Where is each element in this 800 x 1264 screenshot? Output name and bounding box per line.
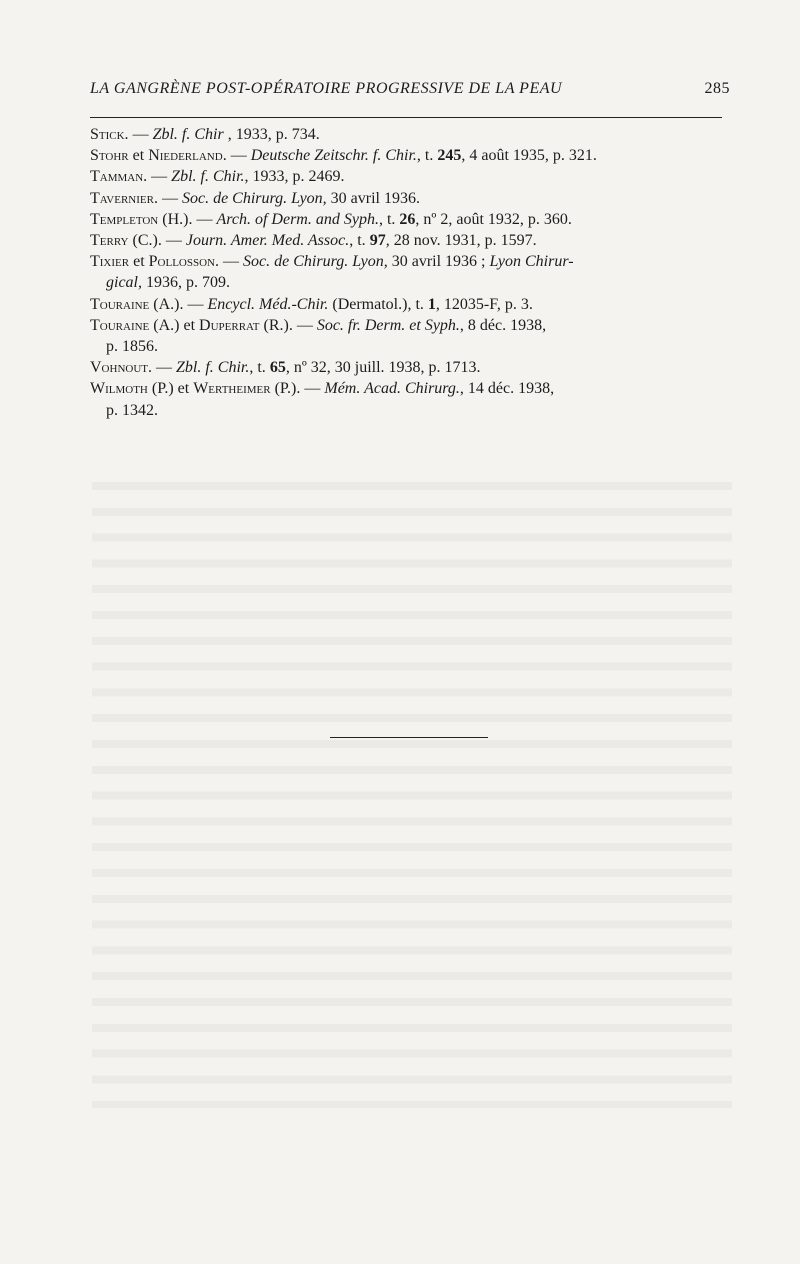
reference-text: , t. — [249, 359, 270, 377]
volume-number: 245 — [437, 147, 462, 165]
reference-text: — — [219, 253, 244, 271]
reference-line — [90, 294, 732, 315]
reference-text: (A.) et — [149, 316, 200, 334]
reference-text: , 4 août 1935, p. 321. — [461, 147, 597, 165]
reference-text: (H.). — — [158, 210, 217, 228]
journal-title: Mém. Acad. Chirurg. — [324, 380, 460, 398]
reference-text: 1936, p. 709. — [142, 274, 230, 292]
reference-line — [90, 166, 732, 187]
reference-text: , t. — [349, 232, 370, 250]
author-name: Terry — [90, 232, 129, 250]
reference-line — [90, 357, 732, 378]
reference-line — [90, 145, 732, 166]
author-name: Templeton — [90, 210, 159, 228]
reference-line — [90, 230, 732, 251]
reference-text: — — [147, 168, 172, 186]
author-name: Pollosson. — [148, 253, 220, 271]
reference-text: (Dermatol.), t. — [328, 295, 428, 313]
reference-text: et — [128, 147, 149, 165]
author-name: Stick. — [90, 126, 129, 143]
author-name: Tixier — [90, 253, 130, 271]
journal-title: Lyon Chirur- — [489, 253, 574, 271]
reference-text: , nº 32, 30 juill. 1938, p. 1713. — [285, 359, 481, 377]
reference-text: , 8 déc. 1938, — [459, 316, 547, 334]
author-name: Tavernier. — [90, 189, 158, 207]
reference-text: , 28 nov. 1931, p. 1597. — [385, 232, 537, 250]
journal-title: Deutsche Zeitschr. f. Chir. — [250, 147, 417, 165]
reference-text: — — [226, 147, 251, 165]
reference-line — [90, 272, 732, 293]
show-through-text — [92, 468, 732, 1108]
journal-title: gical, — [106, 274, 142, 292]
reference-line — [90, 188, 732, 209]
reference-line — [90, 400, 732, 421]
journal-title: Encycl. Méd.-Chir. — [207, 295, 329, 313]
journal-title: Zbl. f. Chir. — [171, 168, 245, 186]
author-name: Tamman. — [90, 168, 148, 186]
reference-line — [90, 209, 732, 230]
reference-entry — [90, 357, 732, 378]
reference-text: p. 1342. — [106, 401, 158, 419]
volume-number: 65 — [269, 359, 286, 377]
page-number: 285 — [704, 80, 730, 97]
reference-line — [90, 378, 732, 399]
reference-entry — [90, 145, 732, 166]
header-rule — [90, 117, 722, 118]
reference-text: — — [152, 359, 176, 377]
reference-text: (A.). — — [149, 295, 208, 313]
reference-text: p. 1856. — [106, 338, 158, 356]
author-name: Stohr — [90, 147, 129, 165]
reference-line — [90, 315, 732, 336]
reference-text: , t. — [416, 147, 438, 165]
reference-entry — [90, 230, 732, 251]
author-name: Touraine — [90, 316, 150, 334]
journal-title: Arch. of Derm. and Syph. — [216, 210, 379, 228]
author-name: Wilmoth — [90, 380, 148, 398]
reference-entry — [90, 251, 732, 293]
reference-entry — [90, 166, 732, 187]
reference-text: , 12035-F, p. 3. — [435, 295, 533, 313]
journal-title: Soc. fr. Derm. et Syph. — [316, 316, 460, 334]
bibliography-list — [90, 124, 732, 421]
running-header — [90, 80, 730, 98]
reference-text: (C.). — — [128, 232, 186, 250]
reference-entry — [90, 124, 732, 145]
reference-text: et — [129, 253, 149, 271]
journal-title: Journ. Amer. Med. Assoc. — [185, 232, 350, 250]
reference-entry — [90, 294, 732, 315]
reference-entry — [90, 209, 732, 230]
reference-text: 30 avril 1936. — [326, 189, 420, 207]
reference-text: — — [157, 189, 182, 207]
section-end-rule — [330, 737, 488, 738]
author-name: Niederland. — [148, 147, 227, 165]
author-name: Vohnout. — [90, 359, 152, 377]
reference-entry — [90, 315, 732, 357]
reference-line — [90, 251, 732, 272]
journal-title: Zbl. f. Chir — [152, 126, 224, 143]
volume-number: 1 — [427, 295, 436, 313]
reference-line — [90, 124, 732, 145]
reference-text: , t. — [378, 210, 400, 228]
journal-title: Soc. de Chirurg. Lyon, — [181, 189, 327, 207]
reference-text: , 1933, p. 2469. — [244, 168, 345, 186]
reference-text: , 14 déc. 1938, — [459, 380, 555, 398]
reference-line — [90, 336, 732, 357]
reference-text: — — [128, 126, 153, 143]
reference-text: (P.). — — [270, 380, 325, 398]
journal-title: Zbl. f. Chir. — [176, 359, 250, 377]
reference-text: (R.). — — [259, 316, 317, 334]
author-name: Duperrat — [199, 316, 260, 334]
running-title: LA GANGRÈNE POST-OPÉRATOIRE PROGRESSIVE DE LA PEAU — [90, 80, 563, 97]
author-name: Wertheimer — [193, 380, 271, 398]
reference-text: 30 avril 1936 ; — [387, 253, 490, 271]
reference-text: , nº 2, août 1932, p. 360. — [415, 210, 572, 228]
volume-number: 26 — [399, 210, 416, 228]
reference-entry — [90, 378, 732, 420]
journal-title: Soc. de Chirurg. Lyon, — [243, 253, 388, 271]
reference-text: (P.) et — [147, 380, 194, 398]
volume-number: 97 — [369, 232, 386, 250]
author-name: Touraine — [90, 295, 150, 313]
reference-entry — [90, 188, 732, 209]
reference-text: , 1933, p. 734. — [223, 126, 320, 143]
